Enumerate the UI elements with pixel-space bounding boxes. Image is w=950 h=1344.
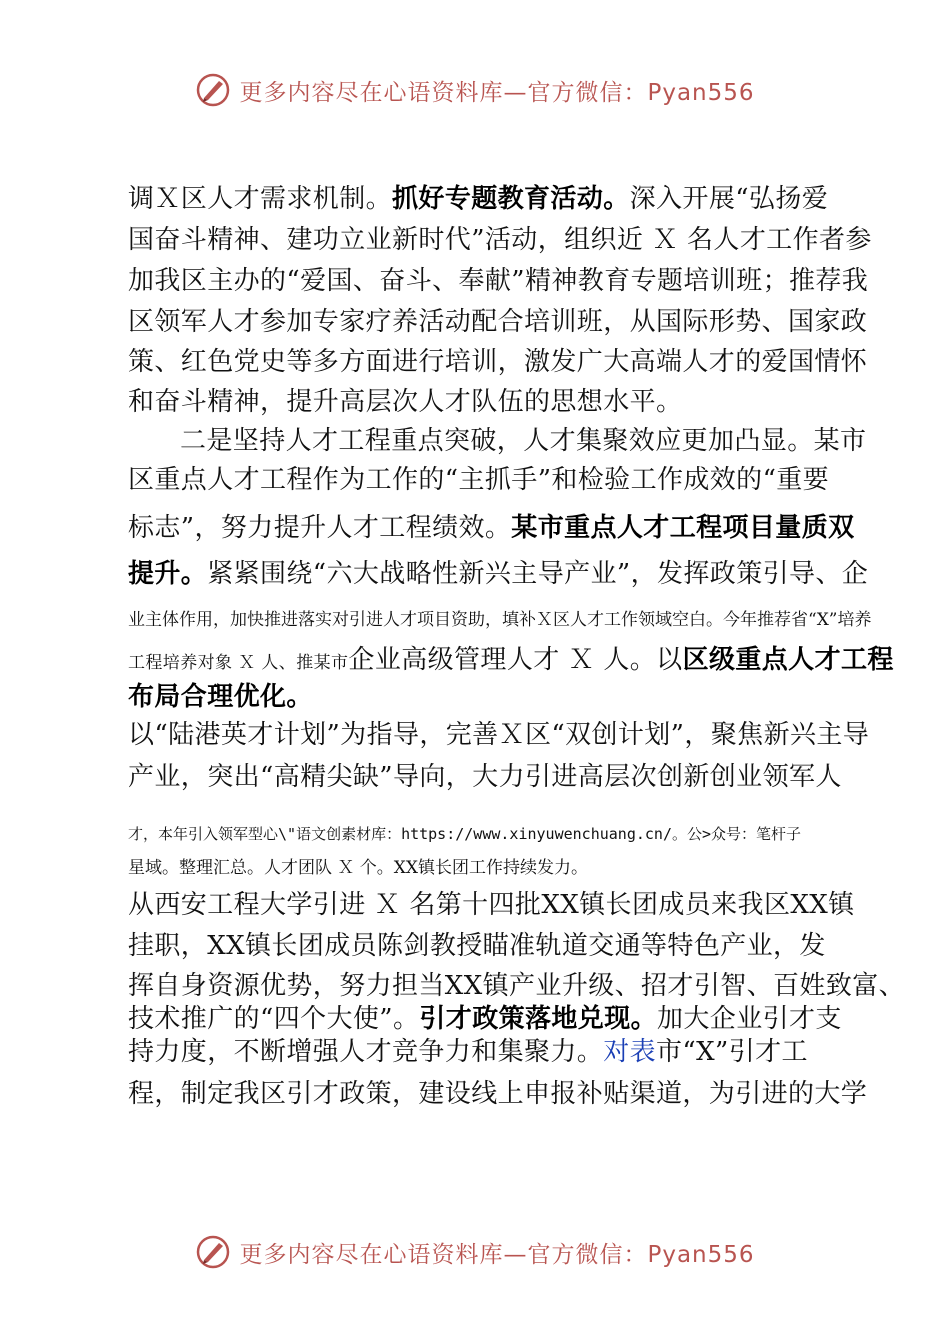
text-line: 挥自身资源优势，努力担当XX镇产业升级、招才引智、百姓致富、 [128, 971, 906, 1001]
text-line [128, 1035, 808, 1069]
banner-text: 更多内容尽在心语资料库—官方微信：Pyan556 [239, 1241, 755, 1268]
pen-logo-icon [195, 1234, 231, 1270]
bold-heading: 区级重点人才工程 [682, 645, 894, 675]
banner-text: 更多内容尽在心语资料库—官方微信：Pyan556 [239, 79, 755, 106]
text-span: 调Ｘ区人才需求机制。 [128, 184, 393, 214]
text-line: 加我区主办的“爱国、奋斗、奉献”精神教育专题培训班；推荐我 [128, 266, 869, 296]
text-line [128, 680, 313, 714]
text-span: 工程培养对象 Ｘ 人、推某市 [128, 653, 349, 673]
text-span: 技术推广的“四个大使”。 [128, 1004, 420, 1034]
text-line: 程，制定我区引才政策，建设线上申报补贴渠道，为引进的大学 [128, 1079, 868, 1109]
text-line: 区重点人才工程作为工作的“主抓手”和检验工作成效的“重要 [128, 465, 830, 495]
inline-link[interactable]: 对表 [603, 1037, 657, 1067]
text-line: 以“陆港英才计划”为指导，完善Ｘ区“双创计划”，聚焦新兴主导 [128, 720, 870, 750]
text-line: 挂职，XX镇长团成员陈剑教授瞄准轨道交通等特色产业，发 [128, 931, 826, 961]
text-span: 加大企业引才支 [657, 1004, 842, 1034]
text-line: 区领军人才参加专家疗养活动配合培训班，从国际形势、国家政 [128, 307, 868, 337]
header-banner [0, 68, 950, 112]
text-line: 和奋斗精神，提升高层次人才队伍的思想水平。 [128, 387, 683, 417]
text-span: 深入开展“弘扬爱 [629, 184, 829, 214]
text-span: 紧紧围绕“六大战略性新兴主导产业”，发挥政策引导、企 [207, 559, 869, 589]
text-line: 从西安工程大学引进 Ｘ 名第十四批XX镇长团成员来我区XX镇 [128, 890, 855, 920]
text-line [128, 511, 855, 545]
bold-heading: 提升。 [128, 559, 208, 589]
text-line [128, 557, 868, 591]
text-line: 二是坚持人才工程重点突破，人才集聚效应更加凸显。某市 [180, 426, 867, 456]
text-line [128, 182, 828, 216]
footer-banner [0, 1230, 950, 1274]
bold-heading: 抓好专题教育活动。 [392, 184, 630, 214]
text-line: 产业，突出“高精尖缺”导向，大力引进高层次创新创业领军人 [128, 762, 842, 792]
text-span: 企业高级管理人才 Ｘ 人。以 [348, 645, 683, 675]
text-line [128, 1002, 842, 1036]
text-line: 国奋斗精神、建功立业新时代”活动，组织近 Ｘ 名人才工作者参 [128, 225, 872, 255]
text-line: 业主体作用，加快推进落实对引进人才项目资助，填补Ｘ区人才工作领域空白。今年推荐省“X”培养 [128, 610, 872, 630]
text-span: 持力度，不断增强人才竞争力和集聚力。 [128, 1037, 604, 1067]
text-line: 才，本年引入领军型心\"语文创素材库：https://www.xinyuwenchuang.cn/。公>众号：笔杆子 [128, 825, 802, 843]
text-span: 市“X”引才工 [656, 1037, 808, 1067]
bold-heading: 引才政策落地兑现。 [419, 1004, 657, 1034]
bold-heading: 布局合理优化。 [128, 682, 313, 712]
text-span: 标志”，努力提升人才工程绩效。 [128, 513, 512, 543]
bold-heading: 某市重点人才工程项目量质双 [511, 513, 855, 543]
pen-logo-icon [195, 72, 231, 108]
text-line [128, 643, 894, 680]
text-line: 星域。整理汇总。人才团队 Ｘ 个。XX镇长团工作持续发力。 [128, 858, 589, 878]
text-line: 策、红色党史等多方面进行培训，激发广大高端人才的爱国情怀 [128, 347, 868, 377]
